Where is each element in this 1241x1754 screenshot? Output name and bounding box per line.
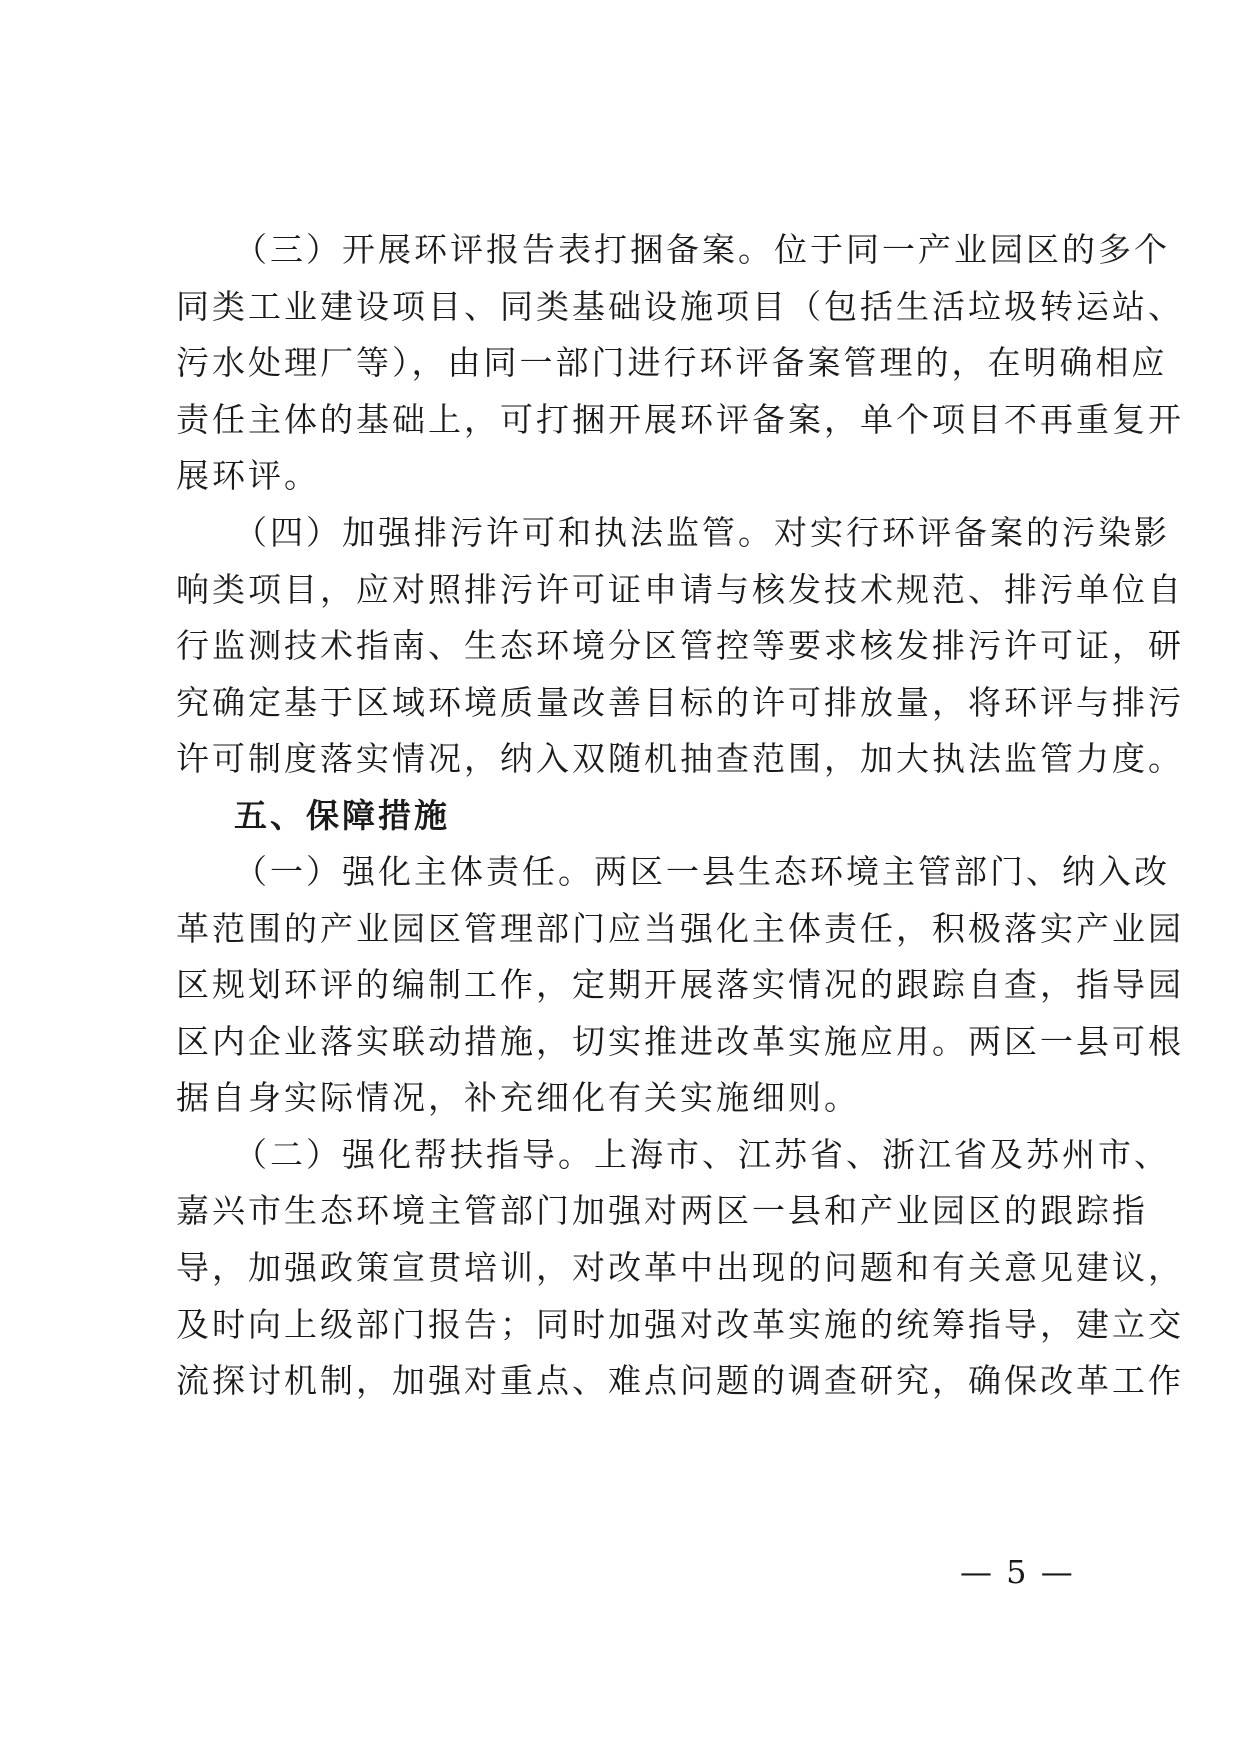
paragraph-3-line-2: 同类工业建设项目、同类基础设施项目（包括生活垃圾转运站、: [176, 287, 1184, 326]
paragraph-3-line-3: 污水处理厂等），由同一部门进行环评备案管理的，在明确相应: [176, 343, 1168, 382]
paragraph-3-line-4: 责任主体的基础上，可打捆开展环评备案，单个项目不再重复开: [176, 400, 1184, 439]
paragraph-4-line-4: 究确定基于区域环境质量改善目标的许可排放量，将环评与排污: [176, 683, 1184, 722]
paragraph-5-2-line-2: 嘉兴市生态环境主管部门加强对两区一县和产业园区的跟踪指: [176, 1191, 1148, 1230]
paragraph-3-line-1: （三）开展环评报告表打捆备案。位于同一产业园区的多个: [234, 230, 1170, 269]
paragraph-5-1-line-1: （一）强化主体责任。两区一县生态环境主管部门、纳入改: [234, 852, 1170, 891]
page-number: — 5 —: [960, 1553, 1075, 1591]
paragraph-5-2-line-4: 及时向上级部门报告；同时加强对改革实施的统筹指导，建立交: [176, 1305, 1184, 1344]
paragraph-3-line-5: 展环评。: [176, 456, 320, 495]
paragraph-5-2-line-1: （二）强化帮扶指导。上海市、江苏省、浙江省及苏州市、: [234, 1135, 1170, 1174]
paragraph-4-line-5: 许可制度落实情况，纳入双随机抽查范围，加大执法监管力度。: [176, 739, 1184, 778]
paragraph-5-1-line-5: 据自身实际情况，补充细化有关实施细则。: [176, 1078, 860, 1117]
paragraph-5-2-line-5: 流探讨机制，加强对重点、难点问题的调查研究，确保改革工作: [176, 1361, 1184, 1400]
paragraph-5-1-line-2: 革范围的产业园区管理部门应当强化主体责任，积极落实产业园: [176, 909, 1184, 948]
paragraph-5-1-line-3: 区规划环评的编制工作，定期开展落实情况的跟踪自查，指导园: [176, 965, 1184, 1004]
section-heading-5: 五、保障措施: [234, 796, 450, 835]
paragraph-5-2-line-3: 导，加强政策宣贯培训，对改革中出现的问题和有关意见建议，: [176, 1248, 1184, 1287]
paragraph-4-line-3: 行监测技术指南、生态环境分区管控等要求核发排污许可证，研: [176, 626, 1184, 665]
paragraph-4-line-2: 响类项目，应对照排污许可证申请与核发技术规范、排污单位自: [176, 570, 1184, 609]
paragraph-4-line-1: （四）加强排污许可和执法监管。对实行环评备案的污染影: [234, 513, 1170, 552]
paragraph-5-1-line-4: 区内企业落实联动措施，切实推进改革实施应用。两区一县可根: [176, 1022, 1184, 1061]
